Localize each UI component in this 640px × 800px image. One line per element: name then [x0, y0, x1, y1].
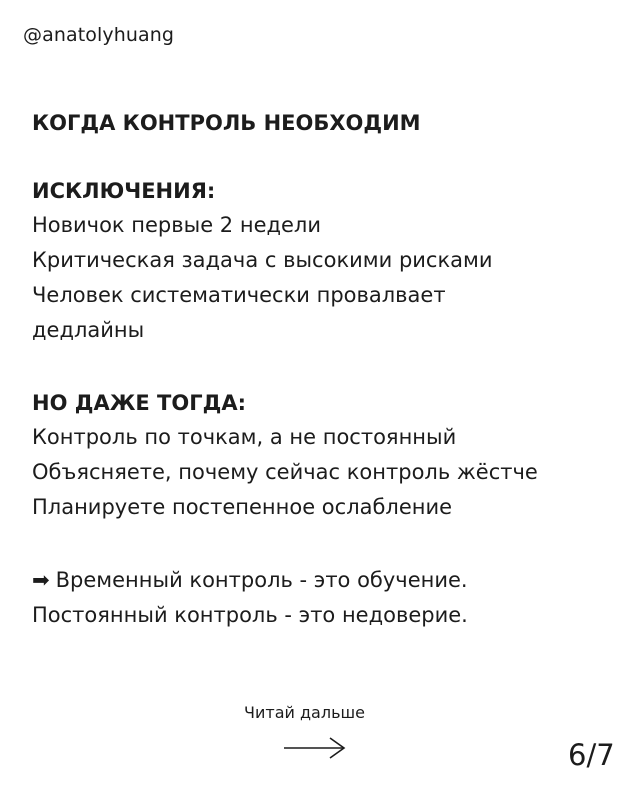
- right-arrow-icon: ➡: [32, 568, 50, 592]
- long-arrow-right-icon[interactable]: [282, 733, 348, 763]
- spacer: [32, 140, 622, 174]
- conclusion-text-1: Временный контроль - это обучение.: [55, 568, 468, 592]
- spacer: [32, 525, 622, 563]
- exception-item: Новичок первые 2 недели: [32, 213, 322, 237]
- even-then-heading: НО ДАЖЕ ТОГДА:: [32, 391, 246, 415]
- author-handle: @anatolyhuang: [23, 24, 175, 46]
- exception-item: дедлайны: [32, 318, 145, 342]
- spacer: [32, 348, 622, 386]
- even-then-item: Планируете постепенное ослабление: [32, 495, 453, 519]
- slide-title: КОГДА КОНТРОЛЬ НЕОБХОДИМ: [32, 111, 421, 135]
- even-then-item: Объясняете, почему сейчас контроль жёстче: [32, 460, 538, 484]
- page-indicator: 6/7: [568, 738, 615, 772]
- read-more-label: Читай дальше: [244, 703, 365, 722]
- conclusion-line-1: [32, 563, 622, 598]
- even-then-item: Контроль по точкам, а не постоянный: [32, 425, 457, 449]
- conclusion-line-2: Постоянный контроль - это недоверие.: [32, 603, 468, 627]
- slide-content: [32, 106, 622, 633]
- exceptions-heading: ИСКЛЮЧЕНИЯ:: [32, 179, 216, 203]
- exception-item: Человек систематически провалвает: [32, 283, 446, 307]
- exception-item: Критическая задача с высокими рисками: [32, 248, 493, 272]
